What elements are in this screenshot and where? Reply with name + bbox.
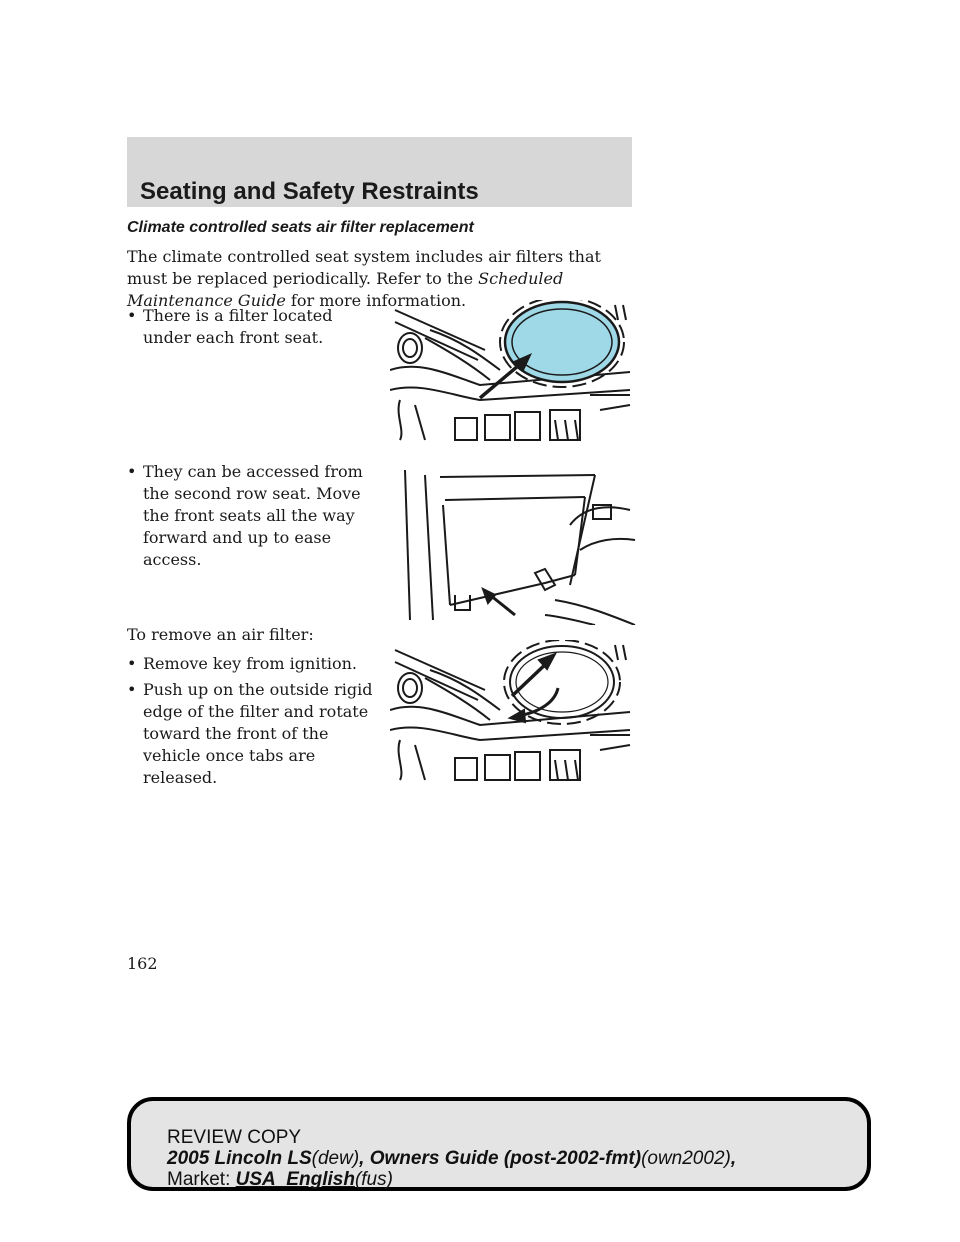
maintenance-guide-reference: Scheduled Maintenance Guide	[127, 269, 564, 310]
review-copy-line: REVIEW COPY	[167, 1127, 302, 1148]
bullet-push-rotate	[127, 679, 377, 789]
model-line	[167, 1148, 736, 1169]
separator: ,	[359, 1148, 370, 1169]
intro-text: The climate controlled seat system includes air filters that must be replaced periodically. Refer to the	[127, 247, 601, 288]
remove-intro: To remove an air filter:	[127, 625, 314, 644]
bullet-symbol: •	[127, 654, 137, 673]
bullet-text: Remove key from ignition.	[143, 654, 358, 673]
bullet-remove-key	[127, 653, 377, 675]
guide-name: Owners Guide (post-2002-fmt)	[369, 1148, 642, 1169]
bullet-text: They can be accessed from the second row seat. Move the front seats all the way forward and up to ease access.	[143, 462, 363, 569]
bullet-text: There is a filter located under each front seat.	[143, 306, 333, 347]
market-value: USA_English	[235, 1169, 355, 1190]
second-row-access-illustration	[395, 465, 640, 625]
market-line	[167, 1169, 736, 1190]
market-code: (fus)	[354, 1169, 393, 1190]
bullet-access	[127, 461, 377, 571]
push-rotate-illustration	[390, 640, 640, 785]
model-code: (dew)	[311, 1148, 360, 1169]
section-title: Seating and Safety Restraints	[140, 178, 479, 205]
bullet-filter-location	[127, 305, 377, 349]
review-copy-text	[167, 1127, 736, 1190]
model-name: 2005 Lincoln LS	[167, 1148, 312, 1169]
subheading: Climate controlled seats air filter replacement	[127, 219, 474, 236]
bullet-symbol: •	[127, 680, 137, 699]
bullet-text: Push up on the outside rigid edge of the filter and rotate toward the front of the vehicle once tabs are released.	[143, 680, 373, 787]
bullet-symbol: •	[127, 462, 137, 481]
bullet-symbol: •	[127, 306, 137, 325]
separator: ,	[730, 1148, 737, 1169]
market-label: Market:	[167, 1169, 236, 1190]
guide-code: (own2002)	[641, 1148, 731, 1169]
filter-location-illustration	[390, 300, 640, 445]
intro-text-end: for more information.	[285, 291, 467, 310]
review-copy-footer	[127, 1097, 871, 1191]
page-number: 162	[127, 954, 158, 973]
